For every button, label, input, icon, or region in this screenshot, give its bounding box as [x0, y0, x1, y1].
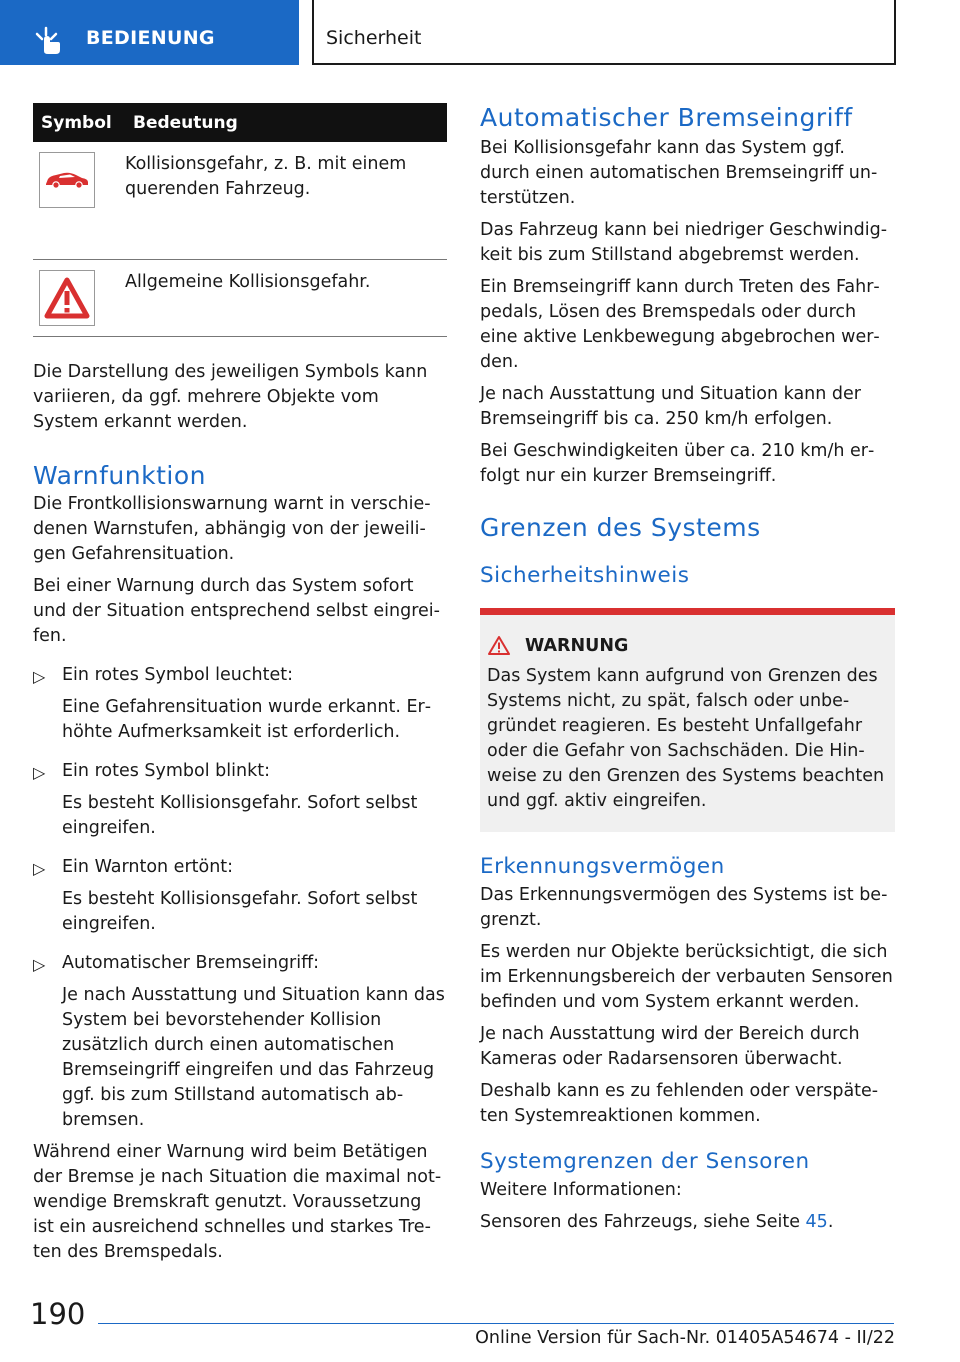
warning-triangle-icon — [39, 270, 95, 326]
warning-box — [480, 615, 895, 832]
triangle-bullet-icon: ▷ — [33, 858, 46, 878]
warning-bar — [480, 608, 895, 615]
left-column — [33, 103, 447, 1272]
footer-version: Online Version für Sach-Nr. 01405A54674 - II/22 — [475, 1328, 895, 1348]
paragraph: Das Erkennungsvermögen des Systems ist begrenzt. — [480, 885, 888, 930]
paragraph: Ein Bremseingriff kann durch Treten des Fahrpedals, Lösen des Bremspedals oder durch eine aktive Lenkbewegung abgebrochen werden. — [480, 277, 880, 372]
triangle-bullet-icon: ▷ — [33, 666, 46, 686]
warning-icon — [487, 635, 511, 656]
heading-sicherheitshinweis: Sicherheitshinweis — [480, 563, 690, 588]
chapter-label: BEDIENUNG — [86, 27, 215, 49]
list-item: ▷ Ein rotes Symbol leuchtet: Eine Gefahrensituation wurde erkannt. Erhöhte Aufmerksamkeit ist erforderlich. — [33, 664, 432, 742]
triangle-bullet-icon: ▷ — [33, 954, 46, 974]
paragraph: Je nach Ausstattung wird der Bereich durch Kameras oder Radarsensoren überwacht. — [480, 1024, 860, 1069]
heading-bremseingriff: Automatischer Bremseingriff — [480, 103, 853, 132]
symbol-note: Die Darstellung des jeweiligen Symbols kann variieren, da ggf. mehrere Objekte vom System erkannt werden. — [33, 361, 428, 432]
table-header-symbol: Symbol — [33, 103, 125, 142]
heading-sensorgrenzen: Systemgrenzen der Sensoren — [480, 1149, 810, 1174]
page-link[interactable]: 45 — [805, 1212, 828, 1232]
triangle-bullet-icon: ▷ — [33, 762, 46, 782]
paragraph: Während einer Warnung wird beim Betätigen der Bremse je nach Situation die maximal notwendige Bremskraft genutzt. Voraussetzung ist ein ausreichend schnelles und starkes Treten des Bremspedals. — [33, 1141, 442, 1262]
list-item: ▷ Automatischer Bremseingriff: Je nach Ausstattung und Situation kann das System bei bevorstehender Kollision zusätzlich durch einen automatischen Bremseingriff eingreifen und das Fahrzeug ggf. bis zum Stillstand automatisch abbremsen. — [33, 952, 445, 1130]
list-item: ▷ Ein rotes Symbol blinkt: Es besteht Kollisionsgefahr. Sofort selbst eingreifen. — [33, 760, 418, 838]
paragraph: Sensoren des Fahrzeugs, siehe Seite 45. — [480, 1212, 834, 1232]
car-collision-icon — [39, 152, 95, 208]
paragraph: Bei einer Warnung durch das System sofort und der Situation entsprechend selbst eingreifen. — [33, 575, 440, 646]
table-cell-meaning: Allgemeine Kollisionsgefahr. — [125, 259, 447, 336]
right-column — [480, 103, 895, 1242]
heading-erkennung: Erkennungsvermögen — [480, 854, 725, 879]
paragraph: Weitere Informationen: — [480, 1180, 682, 1200]
pointing-hand-icon — [30, 25, 70, 55]
section-title: Sicherheit — [326, 27, 422, 49]
list-item: ▷ Ein Warnton ertönt: Es besteht Kollisionsgefahr. Sofort selbst eingreifen. — [33, 856, 418, 934]
paragraph: Das Fahrzeug kann bei niedriger Geschwindigkeit bis zum Stillstand abgebremst werden. — [480, 220, 888, 265]
heading-warnfunktion: Warnfunktion — [33, 460, 206, 490]
page-number: 190 — [30, 1297, 86, 1331]
paragraph: Deshalb kann es zu fehlenden oder verspäteten Systemreaktionen kommen. — [480, 1081, 879, 1126]
section-header — [312, 0, 896, 65]
heading-grenzen: Grenzen des Systems — [480, 513, 761, 542]
table-row — [33, 259, 447, 336]
paragraph: Bei Kollisionsgefahr kann das System ggf. durch einen automatischen Bremseingriff unterstützen. — [480, 138, 878, 208]
table-header-meaning: Bedeutung — [125, 103, 447, 142]
paragraph: Je nach Ausstattung und Situation kann der Bremseingriff bis ca. 250 km/h erfolgen. — [480, 384, 861, 429]
footer-divider — [98, 1323, 894, 1324]
chapter-tab — [0, 0, 299, 65]
warning-label: WARNUNG — [525, 635, 629, 656]
paragraph: Die Frontkollisionswarnung warnt in verschiedenen Warnstufen, abhängig von der jeweiligen Gefahrensituation. — [33, 493, 431, 564]
table-row — [33, 142, 447, 259]
table-cell-meaning: Kollisionsgefahr, z. B. mit einem querenden Fahrzeug. — [125, 142, 447, 259]
paragraph: Bei Geschwindigkeiten über ca. 210 km/h erfolgt nur ein kurzer Bremseingriff. — [480, 441, 875, 486]
warning-text: Das System kann aufgrund von Grenzen des Systems nicht, zu spät, falsch oder unbegründet reagieren. Es besteht Unfallgefahr oder die Gefahr von Sachschäden. Die Hinweise zu den Grenzen des Systems beachten und ggf. aktiv eingreifen. — [487, 666, 885, 811]
paragraph: Es werden nur Objekte berücksichtigt, die sich im Erkennungsbereich der verbauten Sensoren befinden und vom System erkannt werden. — [480, 942, 893, 1012]
symbol-table — [33, 103, 447, 337]
